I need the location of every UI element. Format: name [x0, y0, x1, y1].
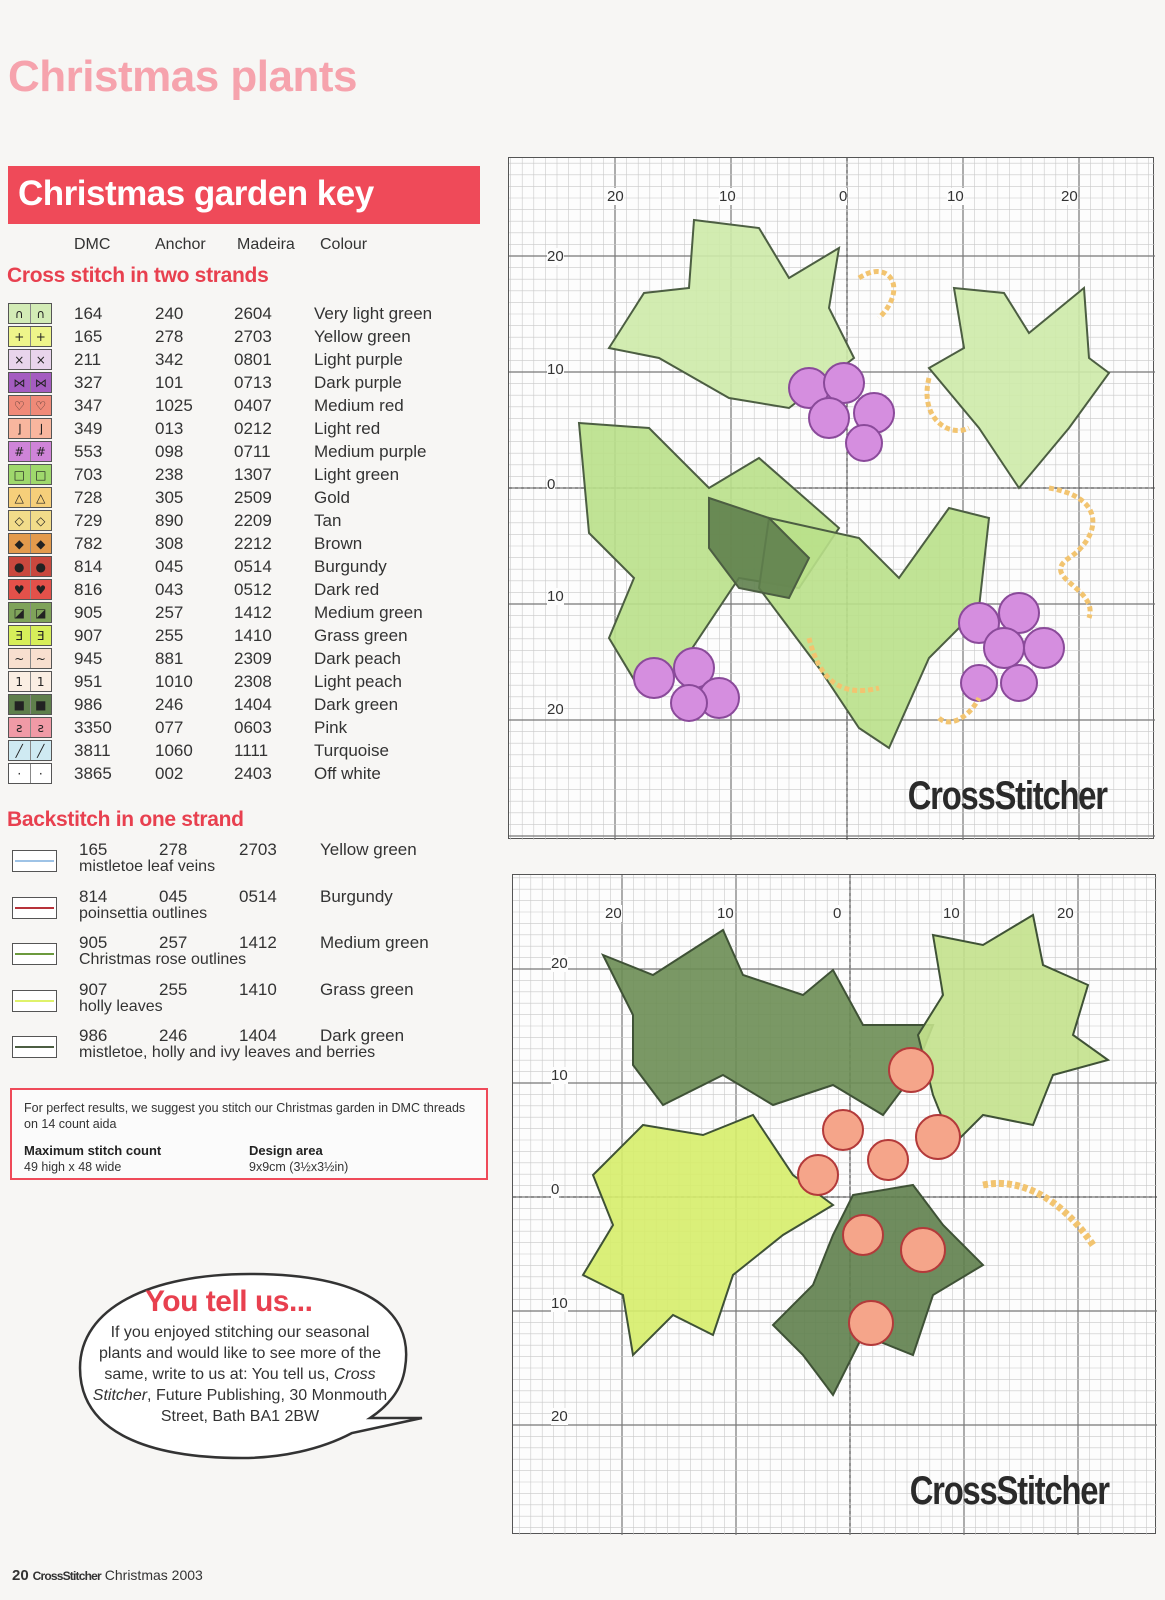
thread-anchor: 278 — [155, 327, 184, 346]
thread-colour: Medium green — [314, 603, 423, 622]
backstitch-dmc: 814 — [79, 886, 108, 906]
col-head-colour: Colour — [320, 236, 368, 253]
thread-dmc: 164 — [74, 304, 103, 323]
thread-swatch — [8, 487, 52, 508]
thread-madeira: 0407 — [234, 396, 272, 415]
swatch-cell: ■ — [9, 695, 31, 714]
backstitch-use: mistletoe leaf veins — [79, 858, 216, 875]
ribbon — [983, 1183, 1093, 1245]
backstitch-colour: Medium green — [320, 933, 429, 952]
thread-anchor: 098 — [155, 442, 184, 461]
swatch-cell: ♡ — [31, 396, 52, 415]
col-head-dmc: DMC — [74, 236, 111, 253]
backstitch-row — [12, 933, 482, 981]
thread-anchor: 342 — [155, 350, 184, 369]
axis-label: 20 — [551, 955, 568, 972]
swatch-cell: Ǝ — [31, 626, 52, 645]
swatch-cell: ╱ — [31, 741, 52, 760]
bubble-line2: , Future Publishing, 30 Monmouth Street, Bath BA1 2BW — [147, 1387, 388, 1425]
max-count-label: Maximum stitch count — [24, 1143, 162, 1158]
thread-anchor: 238 — [155, 465, 184, 484]
axis-label: 10 — [947, 188, 964, 205]
thread-swatch — [8, 625, 52, 646]
thread-row — [8, 440, 478, 463]
swatch-cell: 1 — [31, 672, 52, 691]
thread-dmc: 327 — [74, 373, 103, 392]
thread-dmc: 729 — [74, 511, 103, 530]
thread-madeira: 0713 — [234, 373, 272, 392]
thread-dmc: 816 — [74, 580, 103, 599]
berry — [671, 685, 707, 721]
thread-swatch — [8, 763, 52, 784]
chart-holly-grid — [513, 875, 1157, 1535]
thread-dmc: 814 — [74, 557, 103, 576]
thread-swatch — [8, 395, 52, 416]
thread-colour: Pink — [314, 718, 348, 737]
backstitch-swatch — [12, 850, 57, 872]
swatch-cell: ~ — [9, 649, 31, 668]
axis-label: 20 — [605, 905, 622, 922]
max-count-value: 49 high x 48 wide — [24, 1160, 122, 1174]
thread-swatch — [8, 648, 52, 669]
thread-swatch — [8, 349, 52, 370]
axis-label: 20 — [607, 188, 624, 205]
thread-dmc: 165 — [74, 327, 103, 346]
swatch-cell: ∩ — [9, 304, 31, 323]
swatch-cell: ╱ — [9, 741, 31, 760]
thread-madeira: 1410 — [234, 626, 272, 645]
thread-anchor: 890 — [155, 511, 184, 530]
design-area-value: 9x9cm (3½x3½in) — [249, 1160, 349, 1174]
thread-colour: Grass green — [314, 626, 408, 645]
thread-colour: Burgundy — [314, 557, 387, 576]
swatch-cell: ⋈ — [31, 373, 52, 392]
col-head-madeira: Madeira — [237, 236, 295, 253]
thread-row — [8, 647, 478, 670]
berry — [846, 425, 882, 461]
backstitch-line — [15, 860, 54, 862]
thread-dmc: 945 — [74, 649, 103, 668]
thread-dmc: 553 — [74, 442, 103, 461]
thread-madeira: 0711 — [234, 442, 271, 461]
swatch-cell: # — [31, 442, 52, 461]
thread-swatch — [8, 464, 52, 485]
thread-anchor: 257 — [155, 603, 184, 622]
thread-madeira: 2209 — [234, 511, 272, 530]
backstitch-swatch — [12, 990, 57, 1012]
backstitch-madeira: 1404 — [239, 1026, 277, 1045]
axis-label: 0 — [551, 1181, 560, 1198]
thread-madeira: 2212 — [234, 534, 272, 553]
thread-row — [8, 670, 478, 693]
thread-swatch — [8, 326, 52, 347]
swatch-cell: · — [9, 764, 31, 783]
thread-dmc: 3350 — [74, 718, 112, 737]
holly-berry — [823, 1110, 863, 1150]
backstitch-anchor: 255 — [159, 979, 188, 999]
berry — [961, 665, 997, 701]
thread-dmc: 347 — [74, 396, 103, 415]
thread-madeira: 2703 — [234, 327, 272, 346]
axis-label: 10 — [719, 188, 736, 205]
thread-dmc: 728 — [74, 488, 103, 507]
swatch-cell: △ — [9, 488, 31, 507]
backstitch-row — [12, 840, 482, 888]
axis-label: 10 — [551, 1067, 568, 1084]
thread-anchor: 255 — [155, 626, 184, 645]
backstitch-row — [12, 980, 482, 1028]
thread-swatch — [8, 510, 52, 531]
bubble-magazine: Cross Stitcher — [92, 1366, 376, 1404]
axis-label: 20 — [1061, 188, 1078, 205]
swatch-cell: ◪ — [9, 603, 31, 622]
swatch-cell: ⌋ — [9, 419, 31, 438]
holly-berry — [868, 1140, 908, 1180]
backstitch-colour: Dark green — [320, 1026, 405, 1045]
berry — [984, 628, 1024, 668]
thread-swatch — [8, 602, 52, 623]
thread-row — [8, 463, 478, 486]
thread-madeira: 0514 — [234, 557, 272, 576]
backstitch-swatch — [12, 1036, 57, 1058]
swatch-cell: ƨ — [9, 718, 31, 737]
swatch-cell: □ — [9, 465, 31, 484]
axis-label: 10 — [547, 588, 564, 605]
axis-label: 20 — [547, 701, 564, 718]
footer-issue: Christmas 2003 — [104, 1567, 203, 1583]
thread-row — [8, 601, 478, 624]
thread-colour: Turquoise — [314, 741, 389, 760]
thread-dmc: 3811 — [74, 741, 111, 760]
backstitch-row — [12, 1026, 482, 1074]
holly-berry — [843, 1215, 883, 1255]
thread-swatch — [8, 418, 52, 439]
thread-colour: Medium purple — [314, 442, 427, 461]
swatch-cell: ◆ — [31, 534, 52, 553]
backstitch-colour: Grass green — [320, 979, 414, 999]
footer — [12, 1567, 203, 1584]
holly-berry — [901, 1228, 945, 1272]
berry — [1001, 665, 1037, 701]
ivy-leaf — [929, 288, 1109, 488]
thread-row — [8, 325, 478, 348]
thread-colour: Tan — [314, 511, 342, 530]
holly-berry — [889, 1048, 933, 1092]
thread-anchor: 045 — [155, 557, 184, 576]
thread-anchor: 240 — [155, 304, 184, 323]
thread-colour: Dark purple — [314, 373, 402, 392]
chart-mistletoe-grid — [509, 158, 1155, 840]
thread-row — [8, 348, 478, 371]
swatch-cell: △ — [31, 488, 52, 507]
thread-swatch — [8, 303, 52, 324]
axis-label: 0 — [547, 476, 556, 493]
backstitch-dmc: 907 — [79, 979, 108, 999]
backstitch-anchor: 278 — [159, 840, 188, 859]
thread-row — [8, 394, 478, 417]
swatch-cell: ● — [31, 557, 52, 576]
swatch-cell: ⌋ — [31, 419, 52, 438]
thread-colour: Dark green — [314, 695, 399, 714]
thread-anchor: 305 — [155, 488, 184, 507]
thread-row — [8, 739, 478, 762]
swatch-cell: · — [31, 764, 52, 783]
info-text: For perfect results, we suggest you stitch our Christmas garden in DMC threads on 14 count aida — [24, 1101, 466, 1131]
swatch-cell: ■ — [31, 695, 52, 714]
thread-anchor: 013 — [155, 419, 184, 438]
backstitch-dmc: 905 — [79, 933, 108, 952]
chart-mistletoe — [508, 157, 1154, 839]
thread-madeira: 2308 — [234, 672, 272, 691]
thread-anchor: 043 — [155, 580, 184, 599]
backstitch-line — [15, 1000, 54, 1002]
thread-dmc: 905 — [74, 603, 103, 622]
thread-anchor: 1060 — [155, 741, 193, 760]
backstitch-use: mistletoe, holly and ivy leaves and berries — [79, 1044, 376, 1061]
thread-row — [8, 302, 478, 325]
backstitch-use: poinsettia outlines — [79, 904, 208, 922]
axis-label: 10 — [551, 1295, 568, 1312]
thread-row — [8, 762, 478, 785]
thread-dmc: 782 — [74, 534, 103, 553]
thread-dmc: 986 — [74, 695, 103, 714]
thread-anchor: 1010 — [155, 672, 193, 691]
thread-madeira: 0801 — [234, 350, 272, 369]
thread-swatch — [8, 441, 52, 462]
bubble-line1: If you enjoyed stitching our seasonal plants and would like to see more of the same, write to us at: You tell us, — [99, 1324, 381, 1383]
thread-madeira: 0212 — [234, 419, 272, 438]
chart-mistletoe-brand: CrossStitcher — [907, 774, 1107, 818]
thread-swatch — [8, 533, 52, 554]
thread-swatch — [8, 740, 52, 761]
backstitch-colour: Burgundy — [320, 886, 393, 906]
thread-colour: Light peach — [314, 672, 402, 691]
thread-colour: Light green — [314, 465, 400, 484]
thread-swatch — [8, 694, 52, 715]
backstitch-madeira: 0514 — [239, 886, 277, 906]
swatch-cell: ◇ — [31, 511, 52, 530]
chart-holly — [512, 874, 1156, 1534]
col-head-anchor: Anchor — [155, 236, 206, 253]
thread-colour: Medium red — [314, 396, 404, 415]
thread-row — [8, 578, 478, 601]
thread-anchor: 1025 — [155, 396, 193, 415]
thread-dmc: 349 — [74, 419, 103, 438]
backstitch-swatch — [12, 897, 57, 919]
axis-label: 20 — [551, 1408, 568, 1425]
thread-madeira: 2403 — [234, 764, 272, 783]
backstitch-madeira: 2703 — [239, 840, 277, 859]
berry — [999, 593, 1039, 633]
thread-madeira: 2509 — [234, 488, 272, 507]
axis-label: 10 — [943, 905, 960, 922]
key-banner — [8, 166, 480, 224]
backstitch-line — [15, 953, 54, 955]
thread-madeira: 0512 — [234, 580, 272, 599]
swatch-cell: × — [31, 350, 52, 369]
thread-row — [8, 417, 478, 440]
thread-colour: Off white — [314, 764, 381, 783]
thread-anchor: 002 — [155, 764, 184, 783]
footer-brand: CrossStitcher — [32, 1569, 101, 1583]
thread-colour: Light purple — [314, 350, 403, 369]
thread-colour: Gold — [314, 488, 350, 507]
key-title: Christmas garden key — [18, 174, 374, 213]
thread-colour: Very light green — [314, 304, 433, 323]
axis-label: 0 — [833, 905, 842, 922]
axis-label: 10 — [547, 361, 564, 378]
thread-colour: Dark peach — [314, 649, 401, 668]
thread-dmc: 3865 — [74, 764, 112, 783]
backstitch-row — [12, 887, 482, 935]
swatch-cell: ♥ — [9, 580, 31, 599]
thread-row — [8, 693, 478, 716]
backstitch-madeira: 1410 — [239, 979, 277, 999]
axis-label: 20 — [1057, 905, 1074, 922]
swatch-cell: Ǝ — [9, 626, 31, 645]
info-box — [10, 1088, 488, 1180]
swatch-cell: □ — [31, 465, 52, 484]
swatch-cell: ♥ — [31, 580, 52, 599]
swatch-cell: + — [9, 327, 31, 346]
backstitch-anchor: 246 — [159, 1026, 188, 1045]
cross-stitch-title: Cross stitch in two strands — [7, 264, 269, 287]
thread-swatch — [8, 579, 52, 600]
thread-swatch — [8, 372, 52, 393]
backstitch-dmc: 986 — [79, 1026, 108, 1045]
swatch-cell: ƨ — [31, 718, 52, 737]
axis-label: 0 — [839, 188, 848, 205]
swatch-cell: ∩ — [31, 304, 52, 323]
backstitch-dmc: 165 — [79, 840, 108, 859]
thread-madeira: 2309 — [234, 649, 272, 668]
thread-anchor: 077 — [155, 718, 184, 737]
swatch-cell: × — [9, 350, 31, 369]
thread-madeira: 0603 — [234, 718, 272, 737]
thread-anchor: 881 — [155, 649, 184, 668]
backstitch-use: holly leaves — [79, 997, 163, 1015]
page-title: Christmas plants — [8, 52, 357, 101]
thread-madeira: 1111 — [234, 741, 269, 760]
bubble-text — [90, 1322, 390, 1427]
swatch-cell: 1 — [9, 672, 31, 691]
berry — [1024, 628, 1064, 668]
bubble-title: You tell us... — [145, 1285, 313, 1318]
axis-label: 10 — [717, 905, 734, 922]
thread-row — [8, 371, 478, 394]
holly-berry — [798, 1155, 838, 1195]
thread-dmc: 703 — [74, 465, 103, 484]
footer-page-number: 20 — [12, 1567, 29, 1584]
thread-colour: Dark red — [314, 580, 380, 599]
thread-row — [8, 716, 478, 739]
thread-row — [8, 624, 478, 647]
berry — [634, 658, 674, 698]
thread-madeira: 2604 — [234, 304, 272, 323]
thread-swatch — [8, 717, 52, 738]
swatch-cell: ◆ — [9, 534, 31, 553]
backstitch-swatch — [12, 943, 57, 965]
swatch-cell: # — [9, 442, 31, 461]
thread-madeira: 1404 — [234, 695, 272, 714]
berry — [824, 363, 864, 403]
backstitch-title: Backstitch in one strand — [7, 808, 244, 831]
design-area-label: Design area — [249, 1143, 323, 1158]
thread-anchor: 308 — [155, 534, 184, 553]
holly-berry — [849, 1301, 893, 1345]
swatch-cell: ⋈ — [9, 373, 31, 392]
backstitch-anchor: 045 — [159, 886, 188, 906]
holly-leaf — [918, 915, 1108, 1145]
swatch-cell: ♡ — [9, 396, 31, 415]
backstitch-line — [15, 907, 54, 909]
thread-anchor: 246 — [155, 695, 184, 714]
thread-colour: Brown — [314, 534, 363, 553]
thread-swatch — [8, 556, 52, 577]
thread-dmc: 211 — [74, 350, 102, 369]
swatch-cell: ~ — [31, 649, 52, 668]
berry — [809, 398, 849, 438]
thread-row — [8, 555, 478, 578]
thread-anchor: 101 — [155, 373, 184, 392]
thread-swatch — [8, 671, 52, 692]
chart-holly-brand: CrossStitcher — [909, 1469, 1109, 1513]
swatch-cell: + — [31, 327, 52, 346]
thread-row — [8, 532, 478, 555]
swatch-cell: ◇ — [9, 511, 31, 530]
backstitch-anchor: 257 — [159, 933, 188, 952]
holly-berry — [916, 1115, 960, 1159]
thread-row — [8, 509, 478, 532]
swatch-cell: ◪ — [31, 603, 52, 622]
thread-colour: Light red — [314, 419, 381, 438]
thread-dmc: 951 — [74, 672, 103, 691]
thread-madeira: 1307 — [234, 465, 272, 484]
swatch-cell: ● — [9, 557, 31, 576]
thread-dmc: 907 — [74, 626, 103, 645]
backstitch-use: Christmas rose outlines — [79, 951, 247, 968]
thread-row — [8, 486, 478, 509]
backstitch-madeira: 1412 — [239, 933, 277, 952]
axis-label: 20 — [547, 248, 564, 265]
thread-madeira: 1412 — [234, 603, 272, 622]
backstitch-line — [15, 1046, 54, 1048]
thread-colour: Yellow green — [314, 327, 411, 346]
backstitch-colour: Yellow green — [320, 840, 417, 859]
